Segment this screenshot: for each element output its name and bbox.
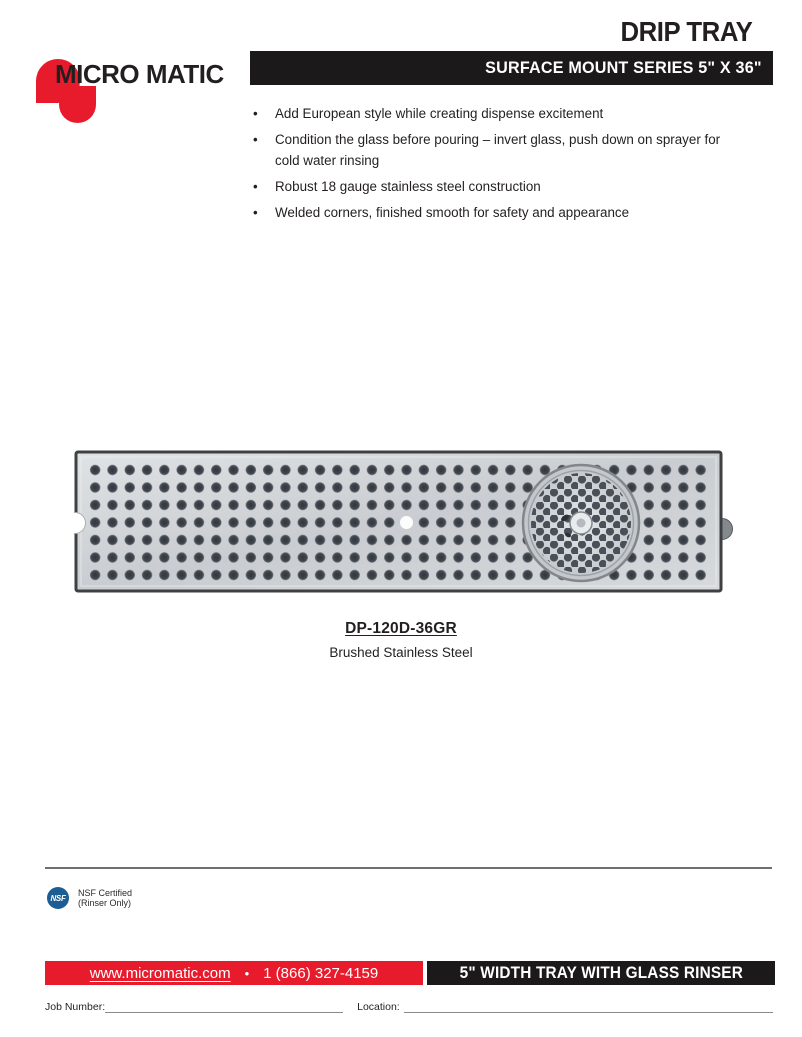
page-title: DRIP TRAY [620,16,752,47]
nsf-badge-icon: NSF [47,887,69,909]
feature-list [253,103,723,228]
job-location-form [45,1000,773,1013]
list-item [253,176,723,197]
nsf-line2: (Rinser Only) [78,898,132,908]
series-banner [250,51,773,85]
bullet-icon: • [253,132,258,147]
brand-logo [36,57,236,119]
product-banner-label: 5" WIDTH TRAY WITH GLASS RINSER [459,963,743,982]
nsf-certification [47,887,132,909]
feature-text: Condition the glass before pouring – invert glass, push down on sprayer for cold water rinsing [275,132,721,168]
bullet-icon: • [253,179,258,194]
list-item [253,129,723,171]
list-item [253,103,723,124]
contact-bar [45,961,423,985]
product-info [0,620,802,660]
feature-text: Welded corners, finished smooth for safety and appearance [275,205,630,220]
feature-text: Add European style while creating dispense excitement [275,106,604,121]
product-image-drip-tray [74,450,734,593]
nsf-line1: NSF Certified [78,887,133,898]
website-link[interactable]: www.micromatic.com [89,964,231,982]
list-item [253,202,723,223]
product-banner [427,961,775,985]
bullet-separator-icon: • [244,965,250,981]
feature-text: Robust 18 gauge stainless steel construction [275,179,541,194]
drip-tray-graphic [74,450,734,593]
divider-line [45,867,772,869]
series-banner-label: SURFACE MOUNT SERIES 5" X 36" [485,58,762,77]
product-model: DP-120D-36GR [345,620,457,637]
brand-name: MICRO MATIC [55,59,224,89]
logo-drop-icon [59,86,96,123]
phone-number: 1 (866) 327-4159 [263,964,379,982]
job-number-field[interactable] [105,1000,343,1013]
nsf-text [78,888,132,909]
location-field[interactable] [404,1000,773,1013]
product-finish: Brushed Stainless Steel [329,645,473,660]
job-number-label: Job Number: [45,1001,106,1013]
location-label: Location: [357,1001,400,1013]
bullet-icon: • [253,106,258,121]
bullet-icon: • [253,205,258,220]
